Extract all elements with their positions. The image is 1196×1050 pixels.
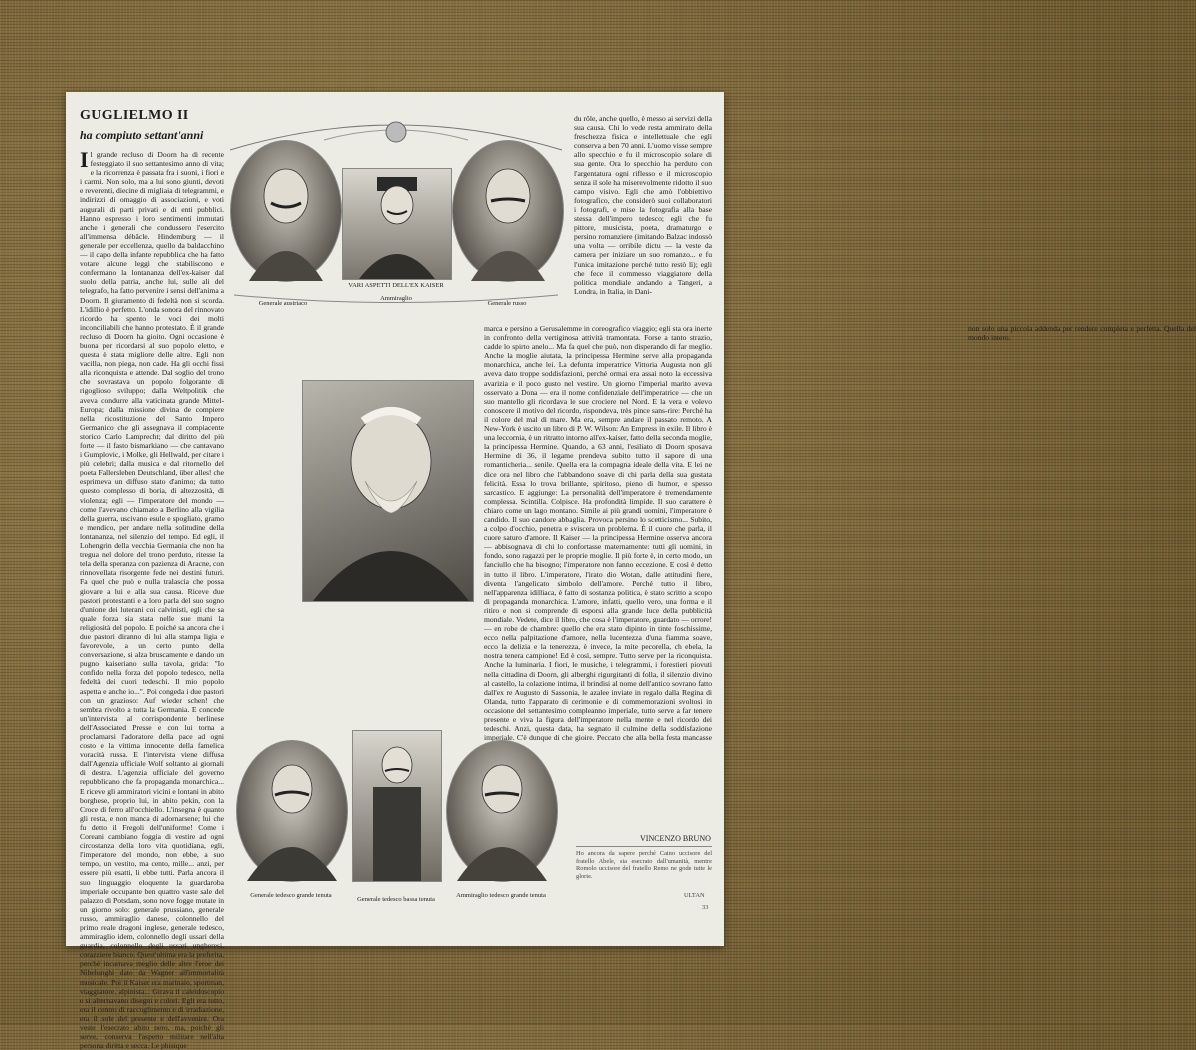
footnote-text <box>576 850 712 890</box>
caption-admiral: Ammiraglio <box>380 295 412 302</box>
caption-german-admiral-full: Ammiraglio tedesco grande tenuta <box>456 892 546 899</box>
right-column-text: du rôle, anche quello, è messo ai servizi della sua causa. Chi lo vede resta ammirato della freschezza fisica e intellettuale che egli conserva a ben 70 anni. L'uomo visse sempre allo specchio e fu il microscopio solare di sua gente. Ora lo specchio ha perduto con l'argentatura ogni riflesso e il microscopio senza il sole ha miserevolmente ridotto il suo campo visivo. Egli che amò l'obbiettivo fotografico, che considerò suoi collaboratori i fotografi, e mise la fotografia alla base stessa dell'impero tedesco; egli che fu pittore, musicista, poeta, dramaturgo e persino romanziere (imitando Balzac indossò una volta — orribile dictu — la veste da camera per iniziare un suo romanzo... e fu l'unica imitazione perché tutto restò lì); egli che fece il commesso viaggiatore della politica mondiale andando a Tangeri, a Londra, in Italia, in Dani- <box>574 114 712 296</box>
portrait-german-admiral-full-dress <box>446 740 558 882</box>
article-subtitle: ha compiuto settant'anni <box>80 128 204 142</box>
portrait-german-general-full-dress <box>236 740 348 882</box>
footnote-author: ULTAN <box>684 892 705 899</box>
page-number: 33 <box>702 904 709 911</box>
caption-german-general-full: Generale tedesco grande tenuta <box>250 892 332 899</box>
caption-german-general-undress: Generale tedesco bassa tenuta <box>357 896 435 903</box>
portrait-figure-icon <box>447 741 557 881</box>
right-column <box>574 114 712 324</box>
caption-center: VARI ASPETTI DELL'EX KAISER <box>348 282 444 289</box>
portrait-russian-general <box>452 140 564 282</box>
caption-russian-general: Generale russo <box>487 300 527 307</box>
portrait-figure-icon <box>343 169 451 279</box>
caption-austrian-general: Generale austriaco <box>258 300 308 307</box>
bottom-photo-montage <box>224 730 568 926</box>
drop-cap: I <box>80 147 89 172</box>
portrait-german-general-undress <box>352 730 442 882</box>
portrait-austrian-general <box>230 140 342 282</box>
footnote-body: Ho ancora da sapere perché Caino uccisore del fratello Abele, sia esecrato dall'umanità, mentre Romolo uccisore del fratello Remo ne gode tutte le glorie. <box>576 850 712 880</box>
portrait-figure-icon <box>237 741 347 881</box>
middle-column-text: marca e persino a Gerusalemme in coreografico viaggio; egli sta ora inerte in confronto della vertiginosa attività tramontata. Forse a tanto strazio, cadde lo spirto anelo... Ma fa quel che può, non disperando di far meglio. Anche la moglie aiutata, la principessa Hermine serve alla propaganda monarchica, anche lei. La defunta imperatrice Vittoria Augusta non gli aveva dato troppe soddisfazioni, perché ormai era assai noto la eccessiva avarizia e il poco gusto nel vestire. Un giorno l'imperial marito aveva osservato a Dona — era il nome confidenziale dell'imperatrice — che un suo mantello gli ricordava le sue crociere nel Nord. E la vera e volevo conoscere il motivo del ricordo, rispondeva, très pince sans-rire: Perché ha il colore del mal di mare. Ma era, sempre andare il passato remoto. A New-York è uscito un libro di P. W. Wilson: An Empress in exile. Il libro è una leccornia, è un ritratto intorno all'ex-kaiser, fatto della seconda moglie, la principessa Hermine. Quando, a 63 anni, l'esiliato di Doorn sposava Hermine di 36, il legame prendeva subito tutto il sapore di una romanticheria... senile. Quella era la compagna ideale della vita. E lei ne dice ora nel libro che l'abbandono soave di chi parla della sua gustata felicità. Essa lo trova brillante, spiritoso, pieno di humor, e spesso sarcastico. E aggiunge: La personalità dell'imperatore è tremendamente complessa. Scintilla. Colpisce. Ha profondità limpide. Il suo carattere è chiaro come un lago montano. Simile ai più grandi uomini, l'imperatore è candido. Il suo candore abbaglia. Provoca persino lo scetticismo... Subito, a colpo d'occhio, penetra e sviscera un problema. È il cuore che parla, il cuore saturo d'amore. Il Kaiser — la principessa Hermine osserva ancora — abbisognava di chi lo confortasse maternamente: tutti gli uomini, in fondo, sono ragazzi per le proprie moglie. Il più forte è, in certo modo, un fanciullo che ha bisogno; l'imperatore non fanno eccezione. E così è detto in tutto il libro. L'imperatore, l'irato dio Wotan, dalle attitudini fiere, diventa l'angelicato simbolo dell'amore. Perché tutto il libro, nell'apparenza idilliaca, è fatto di sostanza politica, è stato scritto a scopo di propaganda monarchica. L'amore, infatti, quello vero, una forma e il ritiro e non si comprende di esporsi alla grande luce della pubblicità mondiale. Vedete, dice il libro, che cosa è l'imperatore, guardato — orrore! — en robe de chambre: quello che era stato dipinto in tinte foschissime, ecco nella palpitazione d'amore, nella lucentezza d'una fiamma soave, ecco la delizia e la tenerezza, è invece, la mite pecorella, ch ebela, la nostra tenera campione! Ed è così, sempre. Tutto serve per la riconquista. Anche la luminaria. I fiori, le musiche, i telegrammi, i forestieri piovuti nella cittadina di Doorn, gli alberghi rigurgitanti di folla, il silenzio divino al castello, la colazione intima, il brindisi al nome dell'antico sovrano fatto dall'ex re Augusto di Sassonia, le azalee inviate in regalo dalla Regina di Olanda, tutto l'apparato di cerimonie e di commemorazioni svoltosi in occasione del settantesimo compleanno imperiale, tutto serve a far tenere presente e viva la figura dell'imperatore nella mente e nel ricordo dei tedeschi. Anzi, questa data, ha segnato il culmine della soddisfazione imperiale. C'è dunque di che gioire. Peccato che alla bella festa mancasse non solo una piccola addenda per rendere completa e perfetta. Quella del mondo intero. <box>484 324 1196 743</box>
middle-column <box>236 324 1196 754</box>
portrait-figure-icon <box>353 731 441 881</box>
portrait-figure-icon <box>453 141 563 281</box>
article-title: GUGLIELMO II <box>80 108 189 123</box>
magazine-page <box>66 92 1196 1050</box>
top-photo-montage <box>224 110 568 315</box>
portrait-admiral <box>342 168 452 280</box>
article-signature: VINCENZO BRUNO <box>640 834 711 843</box>
portrait-figure-icon <box>231 141 341 281</box>
left-column-text: l grande recluso di Doorn ha di recente festeggiato il suo settantesimo anno di vita; e la ricorrenza è passata fra i suoni, i fiori e i carmi. Non solo, ma a lui sono giunti, devoti e reverenti, diecine di migliaia di telegrammi, e indirizzi di omaggio di associazioni, e voti augurali di parti privati e di enti pubblici. Hanno espresso i loro sentimenti immutati anche i generali che condussero l'esercito all'immensa débâcle. Hindemburg — il generale per eccellenza, quello da baldacchino — il capo della infante repubblica che ha fatto votare alcune leggi che stabiliscono e confermano la lontananza dell'ex-kaiser dal suolo della patria, anche lui, sulle ali del telegrafo, ha fatto pervenire i sensi dell'anima a Doorn. Il giuramento di fedeltà non si scorda. L'idillio è perfetto. L'onda sonora del rinnovato ricordo ha spento le voci dei molti inconciliabili che hanno protestato. È il grande recluso di Doorn ha gioito. Ogni occasione è buona per ricordarsi al suo popolo eletto, e questa è stata migliore delle altre. Egli non vacilla, non piega, non cade. Ha gli occhi fissi alla riconquista e attende. Dal soglio del trono che sovrastava un popolo folgorante di rigoglioso sviluppo; dalla Weltpolitik che aveva condurre alla vaticinata grande Mittel-Europa; dalla missione divina de compiere nella ricostituzione del Santo Impero Germanico che gli assegnava il compiacente storico Carlo Lamprecht; dal diritto del più forte — il fasto bismarkiano — che cantavano i Gumplovic, i Molke, gli Hellwald, per citare i più celebri; dalla musica e dal ritornello del poeta Fallersleben Deutschland, über alles! che esprimeva un diffuso stato d'animo; da tutto questo complesso di boria, di altezzosità, di violenza; egli — l'imperatore del mondo — come l'avevano chiamato a Berlino alla vigilia della guerra, uscivano esule e spogliato, gramo e mendico, per andare nella solitudine della lontananza, nel silenzio del tempo. Ed egli, il Lohengrin della vecchia Germania che non ha tregua nel dolore del trono perduto, ritesse la tela della speranza con pazienza di Aracne, con rinnovellata risorgente fede nei destini futuri. Fa quel che può e nulla tralascia che possa giovare a lui e alla sua causa. Riceve due pastori protestanti e a loro parla del suo sogno d'unione dei luterani coi calvinisti, egli che sa quale forza sia stata nelle sue mani la religiosità del popolo. E poiché sa ancora che i due pastori diranno di lui alla stampa ligia e favorevole, a un certo punto della conversazione, si alza bruscamente e dando un pugno kaiseriano sulla tavola, grida: "Io confido nella forza del popolo tedesco, nella fedeltà dei cuori tedeschi. Il mio popolo aspetta e anche io...". Poi congeda i due pastori con un grazioso: Auf wieder schen! che sembra rivolto a tutta la Germania. E concede un'intervista al corrispondente berlinese dell'Associated Presse e con lui torna a proclamarsi l'adoratore della pace ad ogni costo e la vittima innocente della famelica voracità russa. E l'intervista viene diffusa dall'Agenzia ufficiale Wolf soltanto ai giornali di destra. L'agenzia ufficiale del governo repubblicano che fa propaganda monarchica... E riceve gli ammiratori vicini e lontani in abito borghese, proprio lui, in abito pekin, con la Croce di ferro all'occhiello. L'insegna è quanto gli resta, e non manca di adornarsene; lui che fu detto il Fregoli dell'uniforme! Come i Coreani cambiano foggia di vestire ad ogni circostanza della loro vita quotidiana, egli, l'imperatore del mondo, non ebbe, a suo tempo, un vestito, ma cento, mille... anzi, per essere più esatti, li ebbe tutti. Parla ancora il suo linguaggio eloquente la guardaroba imperiale occupante ben quattro vaste sale del palazzo di Potsdam, sono nove fogge mutate in un giorno solo: generale prussiano, generale russo, ammiraglio danese, colonnello del primo reale dragoni inglese, generale tedesco, ammiraglio idem, colonnello degli ussari della guardia, colonnello degli ussari ungheresi, corazziere bianco. Quest'ultima era la preferita, perché incarnava meglio delle altre l'eroe dei Nibelunghi dato da Wagner all'immortalità musicale. Poi il Kaiser era marinaio, sportman, viaggiatore, alpinista... Girava il caleidoscopio e si alternavano disegni e colori. Egli era tutto, era il centro di raccoglimento e di irradiazione, era il sole del presente e dell'avvenire. Ora veste l'esecrato abito nero, ma, poiché gli serve, conserva l'aspetto militare nell'alta persona diritta e secca. Le phisique <box>80 150 225 1050</box>
divider-line <box>576 846 712 847</box>
left-column <box>80 147 225 1050</box>
